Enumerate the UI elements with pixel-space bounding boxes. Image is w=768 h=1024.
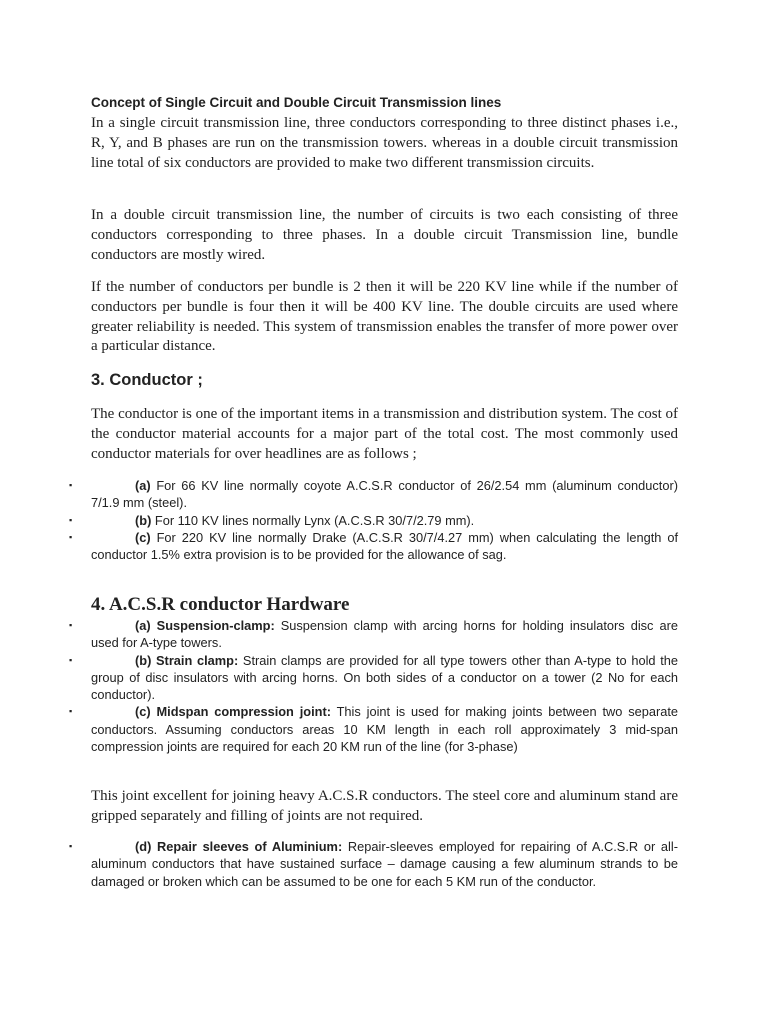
paragraph-3-wrapper [91, 278, 678, 357]
bullet-icon: ▪ [69, 480, 73, 490]
paragraph-single-circuit: In a single circuit transmission line, three conductors corresponding to three distinct phases i.e., R, Y, and B phases are run on the transmission towers. whereas in a double circuit transmission line total of six conductors are provided to make two different transmission circuits. [91, 115, 678, 171]
section-4-note-wrapper [91, 787, 678, 827]
joint-note: This joint excellent for joining heavy A.C.S.R conductors. The steel core and aluminum stand are gripped separately and filling of joints are not required. [91, 788, 678, 824]
section-4-list2-wrapper [69, 838, 678, 890]
list-item [69, 477, 678, 512]
list-item [69, 617, 678, 652]
item-text: Strain clamps are provided for all type towers other than A-type to hold the group of disc insulators with arcing horns. On both sides of a conductor on a tower (2 No for each conductor). [91, 652, 678, 703]
hardware-list [69, 617, 679, 755]
bullet-icon: ▪ [69, 531, 73, 542]
list-item [69, 838, 678, 890]
section-3-intro-wrapper [91, 405, 678, 464]
paragraph-double-circuit: In a double circuit transmission line, the number of circuits is two each consisting of three conductors corresponding to three phases. In a double circuit Transmission line, bundle conductors are mostly wired. [91, 207, 678, 263]
conductor-list [69, 477, 678, 563]
paragraph-1-wrapper [91, 114, 678, 173]
section-3-title: 3. Conductor ; [91, 371, 203, 389]
section-4-list-wrapper [69, 617, 679, 755]
item-label: (d) Repair sleeves of Aluminium: [135, 839, 343, 854]
item-text: For 66 KV line normally coyote A.C.S.R conductor of 26/2.54 mm (aluminum conductor) 7/1.9 mm (steel). [91, 478, 678, 511]
list-item [69, 529, 678, 564]
section-3-list-wrapper [69, 477, 678, 563]
repair-list [69, 838, 678, 890]
list-item [69, 652, 678, 704]
item-text: For 110 KV lines normally Lynx (A.C.S.R 30/7/2.79 mm). [151, 512, 475, 528]
item-label: (c) Midspan compression joint: [135, 704, 331, 720]
item-text: Repair-sleeves employed for repairing of A.C.S.R or all-aluminum conductors that have sustained surface – damage causing a few aluminum strands to be damaged or broken which can be assumed to be one for each 5 KM run of the conductor. [91, 839, 678, 889]
item-label: (a) [135, 478, 151, 493]
item-label: (c) [135, 529, 151, 545]
section-3-intro: The conductor is one of the important items in a transmission and distribution system. The cost of the conductor material accounts for a major part of the total cost. The most commonly used conductor materials for over headlines are as follows ; [91, 406, 678, 462]
paragraph-2-wrapper [91, 206, 678, 265]
item-text: Suspension clamp with arcing horns for holding insulators disc are used for A-type towers. [91, 618, 678, 651]
item-text: For 220 KV line normally Drake (A.C.S.R 30/7/4.27 mm) when calculating the length of conductor 1.5% extra provision is to be provided for the allowance of sag. [91, 529, 678, 563]
item-label: (b) [135, 512, 152, 528]
item-text: This joint is used for making joints between two separate conductors. Assuming conductors areas 10 KM length in each roll approximately 3 mid-span compression joints are required for each 20 KM run of the line (for 3-phase) [91, 704, 679, 755]
bullet-icon: ▪ [69, 620, 73, 630]
item-label: (a) Suspension-clamp: [135, 618, 275, 633]
list-item [69, 703, 679, 755]
paragraph-bundle-conductors: If the number of conductors per bundle is 2 then it will be 220 KV line while if the number of conductors per bundle is four then it will be 400 KV line. The double circuits are used where greater reliability is needed. This system of transmission enables the transfer of more power over a particular distance. [91, 279, 678, 355]
bullet-icon: ▪ [69, 654, 73, 665]
bullet-icon: ▪ [69, 841, 73, 851]
heading-single-double-circuit: Concept of Single Circuit and Double Circuit Transmission lines [91, 95, 502, 110]
list-item [69, 512, 678, 529]
bullet-icon: ▪ [69, 706, 73, 717]
bullet-icon: ▪ [69, 514, 73, 525]
item-label: (b) Strain clamp: [135, 652, 239, 668]
section-4-title: 4. A.C.S.R conductor Hardware [91, 594, 350, 615]
